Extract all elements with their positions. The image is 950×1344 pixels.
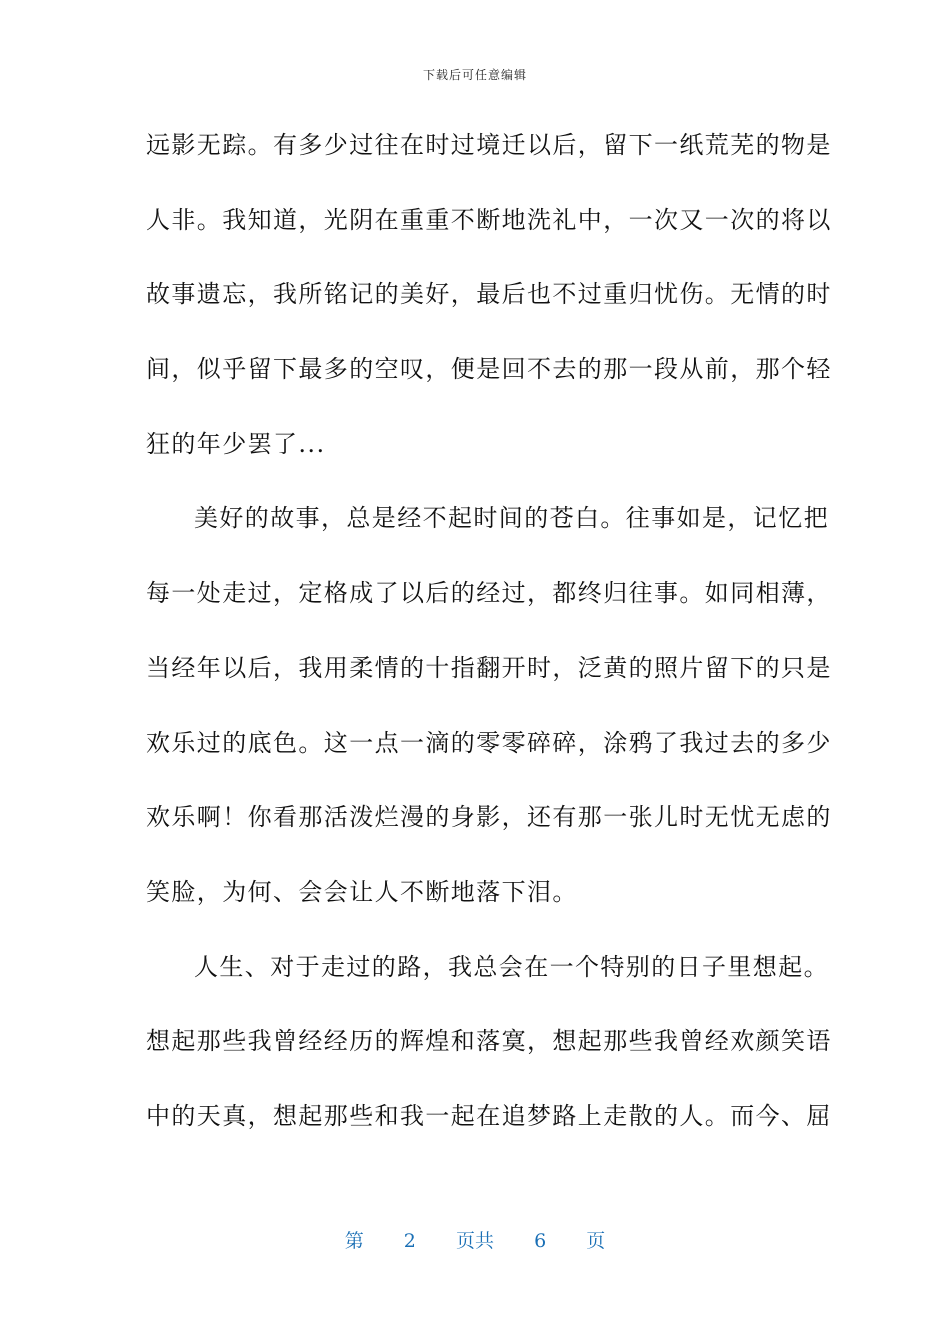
text-line: 故事遗忘，我所铭记的美好，最后也不过重归忧伤。无情的时 (146, 280, 832, 309)
page-prefix: 第 (344, 1230, 364, 1252)
text-line: 欢乐啊！你看那活泼烂漫的身影，还有那一张儿时无忧无虑的 (146, 803, 832, 832)
text-line: 中的天真，想起那些和我一起在追梦路上走散的人。而今、屈 (146, 1101, 832, 1130)
page-header-note: 下载后可任意编辑 (422, 68, 527, 82)
page-footer (0, 1226, 950, 1253)
text-line: 当经年以后，我用柔情的十指翻开时，泛黄的照片留下的只是 (146, 653, 832, 682)
paragraph-first-line: 美好的故事，总是经不起时间的苍白。往事如是，记忆把 (194, 504, 829, 533)
text-line: 间，似乎留下最多的空叹，便是回不去的那一段从前，那个轻 (146, 355, 832, 384)
text-line: 人非。我知道，光阴在重重不断地洗礼中，一次又一次的将以 (146, 205, 832, 234)
document-body (146, 118, 832, 1164)
text-line: 远影无踪。有多少过往在时过境迁以后，留下一纸荒芜的物是 (146, 131, 832, 159)
text-line: 每一处走过，定格成了以后的经过，都终归往事。如同相薄， (146, 579, 832, 608)
page-total: 6 (534, 1230, 547, 1252)
page-middle: 页共 (455, 1230, 494, 1252)
paragraph-first-line: 人生、对于走过的路，我总会在一个特别的日子里想起。 (194, 952, 829, 981)
page-suffix: 页 (586, 1230, 606, 1252)
text-line: 想起那些我曾经经历的辉煌和落寞，想起那些我曾经欢颜笑语 (146, 1027, 832, 1056)
text-line: 欢乐过的底色。这一点一滴的零零碎碎，涂鸦了我过去的多少 (146, 728, 832, 757)
text-line: 笑脸，为何、会会让人不断地落下泪。 (146, 877, 578, 906)
page-number: 2 (403, 1230, 416, 1252)
text-line: 狂的年少罢了... (146, 429, 326, 458)
